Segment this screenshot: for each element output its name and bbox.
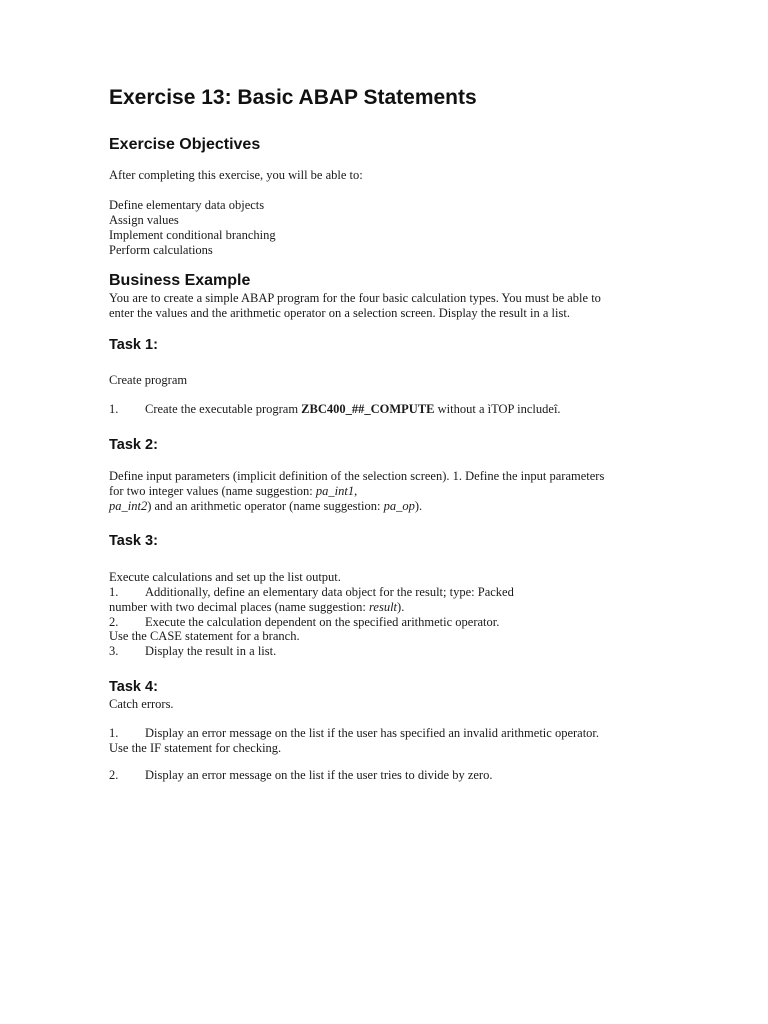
business-text-line: You are to create a simple ABAP program for the four basic calculation types. You must be able to: [109, 291, 601, 305]
task2-text-line: [109, 499, 422, 514]
objectives-heading: Exercise Objectives: [109, 136, 261, 153]
step-text: Display an error message on the list if the user tries to divide by zero.: [145, 768, 493, 782]
param-name: pa_op: [383, 499, 415, 513]
text-segment: number with two decimal places (name suggestion:: [109, 600, 370, 614]
step-number: 1.: [109, 726, 119, 740]
task2-text-line: Define input parameters (implicit definition of the selection screen). 1. Define the input parameters: [109, 469, 605, 483]
objective-item: Implement conditional branching: [109, 228, 276, 242]
task1-step: [109, 402, 561, 417]
step-text: Additionally, define an elementary data object for the result; type: Packed: [145, 585, 514, 599]
step-number: 2.: [109, 768, 119, 782]
step-text-end: without a ìTOP includeî.: [434, 402, 561, 416]
step-text: Display the result in a list.: [145, 644, 277, 658]
objective-item: Assign values: [109, 213, 179, 227]
task4-step: [109, 726, 599, 741]
business-text-line: enter the values and the arithmetic operator on a selection screen. Display the result in a list.: [109, 306, 570, 320]
param-name: pa_int2: [109, 499, 148, 513]
param-name: pa_int1,: [315, 484, 358, 498]
task4-step-continued: Use the IF statement for checking.: [109, 741, 282, 755]
task3-step-continued: Use the CASE statement for a branch.: [109, 629, 300, 643]
page-title: Exercise 13: Basic ABAP Statements: [109, 86, 477, 109]
task4-intro: Catch errors.: [109, 697, 174, 711]
step-number: 1.: [109, 585, 119, 599]
task3-heading: Task 3:: [109, 533, 158, 549]
task3-step: [109, 585, 514, 600]
step-number: 1.: [109, 402, 119, 416]
step-text: Create the executable program: [145, 402, 302, 416]
task3-step-continued: [109, 600, 404, 615]
task3-step: [109, 644, 276, 659]
text-segment: for two integer values (name suggestion:: [109, 484, 316, 498]
task3-step: [109, 615, 499, 630]
task1-heading: Task 1:: [109, 337, 158, 353]
objective-item: Define elementary data objects: [109, 198, 265, 212]
task1-intro: Create program: [109, 373, 188, 387]
text-segment: ).: [414, 499, 423, 513]
program-name: ZBC400_##_COMPUTE: [301, 402, 435, 416]
business-heading: Business Example: [109, 272, 251, 289]
task4-heading: Task 4:: [109, 679, 158, 695]
param-name: result: [369, 600, 398, 614]
task2-heading: Task 2:: [109, 437, 158, 453]
step-number: 3.: [109, 644, 119, 658]
objective-item: Perform calculations: [109, 243, 213, 257]
step-text: Execute the calculation dependent on the specified arithmetic operator.: [145, 615, 500, 629]
task2-text-line: [109, 484, 357, 499]
step-number: 2.: [109, 615, 119, 629]
step-text: Display an error message on the list if the user has specified an invalid arithmetic operator.: [145, 726, 600, 740]
text-segment: ).: [397, 600, 405, 614]
objectives-intro: After completing this exercise, you will be able to:: [109, 168, 363, 182]
text-segment: ) and an arithmetic operator (name suggestion:: [147, 499, 384, 513]
task4-step: [109, 768, 492, 783]
task3-intro: Execute calculations and set up the list output.: [109, 570, 341, 584]
